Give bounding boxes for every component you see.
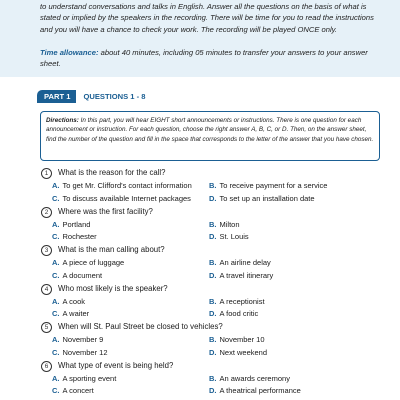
- option-b[interactable]: [209, 297, 265, 307]
- option-d[interactable]: [209, 271, 273, 281]
- question-item: [41, 207, 381, 246]
- option-text: November 9: [62, 335, 104, 344]
- option-text: A receptionist: [219, 296, 265, 306]
- option-b[interactable]: [209, 258, 271, 268]
- option-text: To set up an installation date: [219, 193, 315, 203]
- option-d[interactable]: [209, 194, 315, 204]
- option-text: Rochester: [62, 232, 97, 241]
- option-letter: A.: [52, 181, 60, 190]
- time-allowance-text: about 40 minutes, including 05 minutes to transfer your answers to your answer sheet.: [40, 48, 368, 69]
- option-text: A travel itinerary: [219, 270, 274, 280]
- option-d[interactable]: [209, 309, 258, 319]
- option-text: Milton: [219, 219, 240, 229]
- option-letter: A.: [52, 219, 60, 229]
- option-text: A sporting event: [62, 373, 117, 383]
- option-b[interactable]: [209, 335, 265, 345]
- option-letter: D.: [209, 309, 217, 318]
- instructions-box: [0, 0, 400, 77]
- option-letter: D.: [209, 347, 217, 357]
- instructions-paragraph: to understand conversations and talks in English. Answer all the questions on the basis of what is stated or implied by the speakers in the recording. There will be time for you to read the instructions and you will have a chance to check your work. The recording will be played ONCE only.: [40, 2, 374, 34]
- option-b[interactable]: [209, 181, 327, 191]
- option-d[interactable]: [209, 232, 249, 242]
- option-text: A concert: [62, 386, 94, 395]
- question-number: 1: [41, 168, 52, 179]
- question-item: [41, 168, 381, 207]
- directions-lead: Directions:: [46, 117, 79, 124]
- option-a[interactable]: [52, 220, 90, 230]
- option-letter: A.: [52, 258, 60, 267]
- option-text: St. Louis: [219, 232, 249, 241]
- question-number: 4: [41, 284, 52, 295]
- option-text: A cook: [62, 296, 86, 306]
- option-text: A document: [62, 270, 103, 280]
- option-text: November 12: [62, 347, 108, 357]
- option-letter: B.: [209, 373, 217, 383]
- option-letter: A.: [52, 296, 60, 306]
- option-letter: D.: [209, 270, 217, 280]
- question-item: [41, 284, 381, 323]
- question-text: What type of event is being held?: [58, 360, 174, 370]
- question-item: [41, 322, 381, 361]
- option-text: November 10: [219, 335, 265, 344]
- option-letter: C.: [52, 386, 60, 395]
- directions-text: In this part, you will hear EIGHT short announcements or instructions. There is one question for each announcement or instruction. For each question, choose the right answer A, B, C, or D. Then, on the answer sheet, find the number of the question and fill in the space that corresponds to the letter of the answer that you have chosen.: [46, 117, 374, 143]
- option-c[interactable]: [52, 309, 89, 319]
- option-letter: B.: [209, 335, 217, 344]
- option-d[interactable]: [209, 386, 301, 396]
- option-a[interactable]: [52, 297, 85, 307]
- option-a[interactable]: [52, 335, 103, 345]
- option-text: A piece of luggage: [62, 258, 125, 267]
- question-item: [41, 245, 381, 284]
- question-text: When will St. Paul Street be closed to vehicles?: [58, 322, 223, 331]
- part-heading: [37, 90, 145, 103]
- option-text: Next weekend: [219, 347, 268, 357]
- option-letter: C.: [52, 309, 60, 318]
- option-text: An awards ceremony: [219, 373, 290, 383]
- option-c[interactable]: [52, 348, 108, 358]
- time-allowance: [40, 47, 378, 70]
- question-number: 2: [41, 207, 52, 218]
- question-list: [41, 168, 381, 399]
- option-d[interactable]: [209, 348, 267, 358]
- option-letter: C.: [52, 270, 60, 280]
- option-c[interactable]: [52, 194, 191, 204]
- option-letter: A.: [52, 373, 60, 383]
- question-text: What is the man calling about?: [58, 245, 165, 254]
- directions-box: [40, 111, 380, 161]
- option-letter: C.: [52, 232, 60, 241]
- question-text: Where was the first facility?: [58, 206, 153, 216]
- question-number: 3: [41, 245, 52, 256]
- option-text: A theatrical performance: [219, 386, 301, 395]
- option-b[interactable]: [209, 374, 290, 384]
- question-number: 5: [41, 322, 52, 333]
- option-letter: D.: [209, 232, 217, 241]
- option-text: Portland: [62, 219, 91, 229]
- option-text: To discuss available Internet packages: [62, 193, 191, 203]
- part-badge: PART 1: [37, 90, 76, 103]
- option-letter: C.: [52, 347, 60, 357]
- question-text: What is the reason for the call?: [58, 168, 166, 177]
- option-letter: B.: [209, 258, 217, 267]
- option-a[interactable]: [52, 258, 124, 268]
- time-allowance-label: Time allowance:: [40, 48, 99, 57]
- option-letter: C.: [52, 193, 60, 203]
- option-c[interactable]: [52, 386, 94, 396]
- option-b[interactable]: [209, 220, 240, 230]
- option-c[interactable]: [52, 232, 97, 242]
- option-a[interactable]: [52, 374, 116, 384]
- option-c[interactable]: [52, 271, 102, 281]
- option-letter: B.: [209, 296, 217, 306]
- option-text: To get Mr. Clifford's contact information: [62, 181, 192, 190]
- option-text: A waiter: [62, 309, 90, 318]
- option-letter: A.: [52, 335, 60, 344]
- question-text: Who most likely is the speaker?: [58, 283, 168, 293]
- question-number: 6: [41, 361, 52, 372]
- option-letter: B.: [209, 181, 217, 190]
- option-letter: B.: [209, 219, 217, 229]
- option-text: To receive payment for a service: [219, 181, 328, 190]
- option-a[interactable]: [52, 181, 192, 191]
- option-text: An airline delay: [219, 258, 271, 267]
- option-letter: D.: [209, 193, 217, 203]
- part-title: QUESTIONS 1 - 8: [83, 92, 146, 101]
- option-text: A food critic: [219, 309, 259, 318]
- question-item: [41, 361, 381, 400]
- option-letter: D.: [209, 386, 217, 395]
